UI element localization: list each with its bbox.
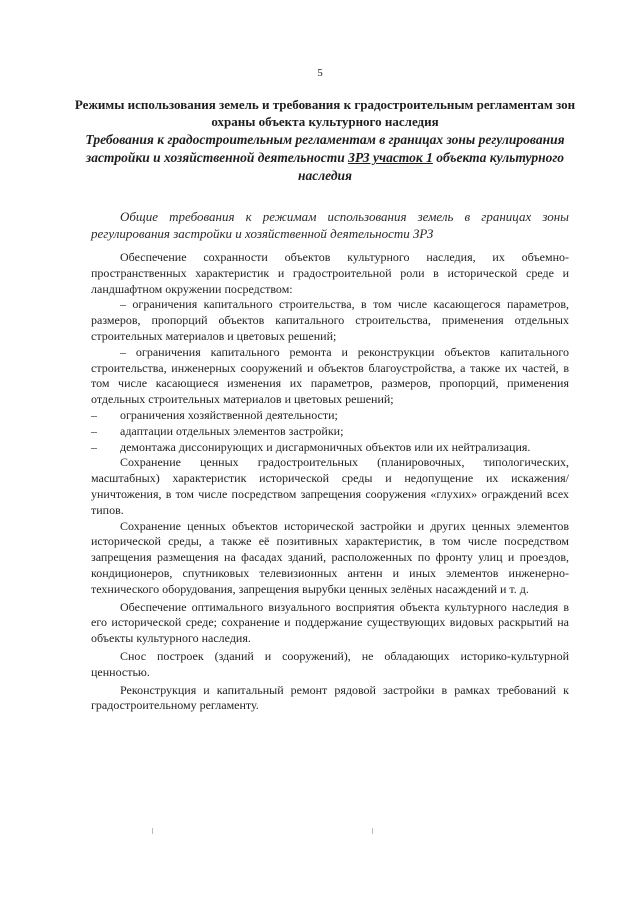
- list-dash: –: [91, 407, 97, 422]
- section-heading-text: Требования к градостроительным регламентам в границах зоны регулирования застройки и хозяйственной деятельности: [85, 132, 565, 165]
- paragraph: Снос построек (зданий и сооружений), не обладающих историко-культурной ценностью.: [91, 648, 569, 679]
- page-number: 5: [317, 67, 323, 79]
- document-body: [91, 250, 569, 714]
- paragraph: Обеспечение оптимального визуального восприятия объекта культурного наследия в его исторической среде; сохранение и поддержание существующих видовых раскрытий на объекты культурного наследия.: [91, 599, 569, 646]
- paragraph-intro: Обеспечение сохранности объектов культурного наследия, их объемно-пространственных характеристик и градостроительной роли в исторической среде и ландшафтном окружении посредством:: [91, 250, 569, 296]
- section-heading: [60, 131, 590, 185]
- paragraph: Сохранение ценных градостроительных (планировочных, типологических, масштабных) характеристик исторической среды и недопущение их искажения/уничтожения, в том числе посредством запрещения сооружения «глухих» ограждений всех типов.: [91, 455, 569, 517]
- list-item-text: демонтажа диссонирующих и дисгармоничных объектов или их нейтрализация.: [120, 439, 531, 454]
- list-item: [91, 440, 569, 456]
- list-dash: –: [91, 439, 97, 454]
- general-requirements-title: Общие требования к режимам использования земель в границах зоны регулирования застройки и хозяйственной деятельности ЗРЗ: [91, 209, 569, 241]
- list-item: [91, 408, 569, 424]
- list-item: – ограничения капитального строительства, в том числе касающегося параметров, размеров, пропорций объектов капитального строительства, применения отдельных строительных материалов и цветовых решений;: [91, 297, 569, 343]
- list-item: [91, 424, 569, 440]
- list-item: – ограничения капитального ремонта и реконструкции объектов капитального строительства, инженерных сооружений и объектов благоустройства, а также их частей, в том числе касающиеся изменения их параметров, размеров, пропорций, применения отдельных строительных материалов и цветовых решений;: [91, 344, 569, 407]
- document-heading: Режимы использования земель и требования к градостроительным регламентам зон охраны объекта культурного наследия: [74, 97, 576, 129]
- list-item-text: адаптации отдельных элементов застройки;: [120, 423, 344, 438]
- scan-mark: [152, 828, 153, 834]
- paragraph: Реконструкция и капитальный ремонт рядовой застройки в рамках требований к градостроительному регламенту.: [91, 682, 569, 713]
- section-heading-suffix: объекта культурного наследия: [298, 150, 565, 183]
- list-item-text: ограничения хозяйственной деятельности;: [120, 407, 338, 422]
- zone-name: ЗРЗ участок 1: [348, 150, 433, 165]
- paragraph: Сохранение ценных объектов исторической застройки и других ценных элементов исторической среды, а также её позитивных характеристик, в том числе посредством запрещения размещения на фасадах зданий, расположенных по фронту улиц и проездов, кондиционеров, спутниковых телевизионных антенн и иных элементов инженерно-технического оборудования, запрещения вырубки ценных зелёных насаждений и т. д.: [91, 518, 569, 596]
- list-dash: –: [91, 423, 97, 438]
- scan-mark: [372, 828, 373, 834]
